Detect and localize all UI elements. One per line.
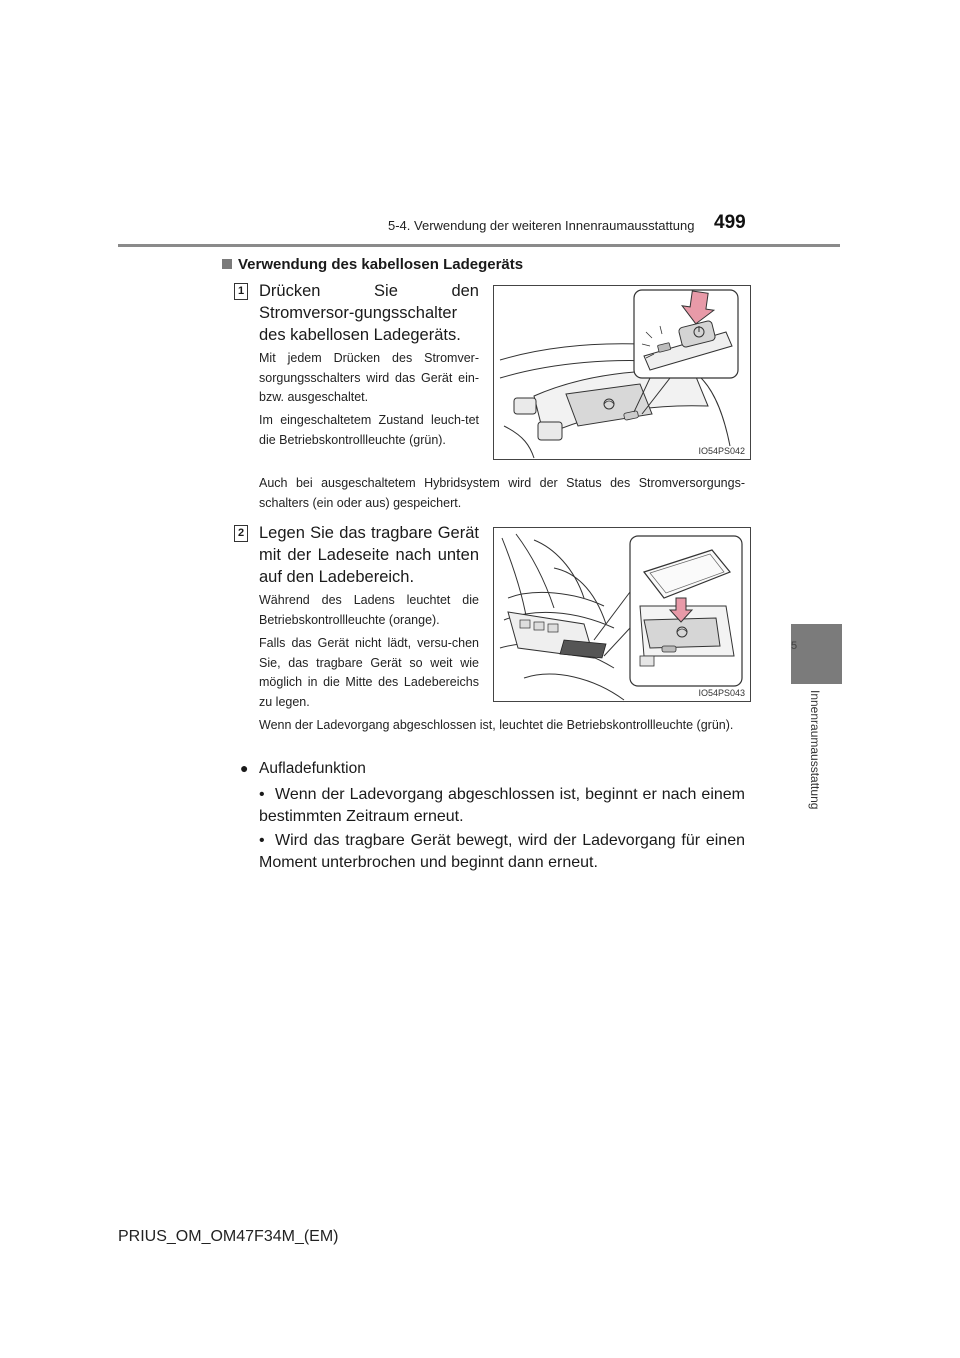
figure-power-switch-code: IO54PS042 [698, 446, 745, 456]
chapter-number: 5 [791, 640, 798, 652]
figure-power-switch-illustration [494, 286, 750, 459]
chapter-label: Innenraumausstattung [808, 690, 822, 810]
heading-square-icon [222, 259, 232, 269]
step-1-badge: 1 [234, 283, 248, 300]
figure-place-device-illustration [494, 528, 750, 701]
step-1-note-1: Mit jedem Drücken des Stromver-sorgungsschalters wird das Gerät ein- bzw. ausgeschaltet. [259, 351, 479, 404]
bullet-title: Aufladefunktion [259, 760, 366, 777]
step-1-note-2: Im eingeschaltetem Zustand leuch-tet die Betriebskontrollleuchte (grün). [259, 413, 479, 447]
bullet-item-1 [259, 784, 745, 828]
step-1-note-3: Auch bei ausgeschaltetem Hybridsystem wird der Status des Stromversorgungs-schalters (ein oder aus) gespeichert. [259, 476, 745, 510]
header-rule [118, 244, 840, 247]
header-section-title: 5-4. Verwendung der weiteren Innenraumausstattung [388, 218, 695, 233]
step-1-lead: Drücken Sie den Stromversor-gungsschalter des kabellosen Ladegeräts. [259, 282, 479, 344]
bullet-item-2-text: Wird das tragbare Gerät bewegt, wird der Ladevorgang für einen Moment unterbrochen und beginnt dann erneut. [259, 832, 745, 871]
section-heading-text: Verwendung des kabellosen Ladegeräts [238, 256, 524, 273]
bullet-dot-icon: ● [240, 760, 249, 776]
page-number: 499 [714, 212, 746, 233]
bullet-item-1-text: Wenn der Ladevorgang abgeschlossen ist, beginnt er nach einem bestimmten Zeitraum erneut. [259, 786, 745, 825]
bullet-item-2 [259, 830, 745, 874]
step-2-lead: Legen Sie das tragbare Gerät mit der Ladeseite nach unten auf den Ladebereich. [259, 524, 479, 586]
bullet-item-1-marker: • [259, 786, 265, 803]
chapter-tab [791, 624, 842, 684]
figure-place-device [493, 527, 751, 702]
figure-power-switch [493, 285, 751, 460]
bullet-item-2-marker: • [259, 832, 265, 849]
section-heading [222, 256, 523, 273]
step-2-note-3: Wenn der Ladevorgang abgeschlossen ist, leuchtet die Betriebskontrollleuchte (grün). [259, 718, 734, 732]
figure-place-device-code: IO54PS043 [698, 688, 745, 698]
step-2-note-2: Falls das Gerät nicht lädt, versu-chen Sie, das tragbare Gerät so weit wie möglich in die Mitte des Ladebereichs zu legen. [259, 636, 479, 709]
footer-manual-code: PRIUS_OM_OM47F34M_(EM) [118, 1228, 339, 1245]
step-2-note-1: Während des Ladens leuchtet die Betriebskontrollleuchte (orange). [259, 593, 479, 627]
step-2-badge: 2 [234, 525, 248, 542]
